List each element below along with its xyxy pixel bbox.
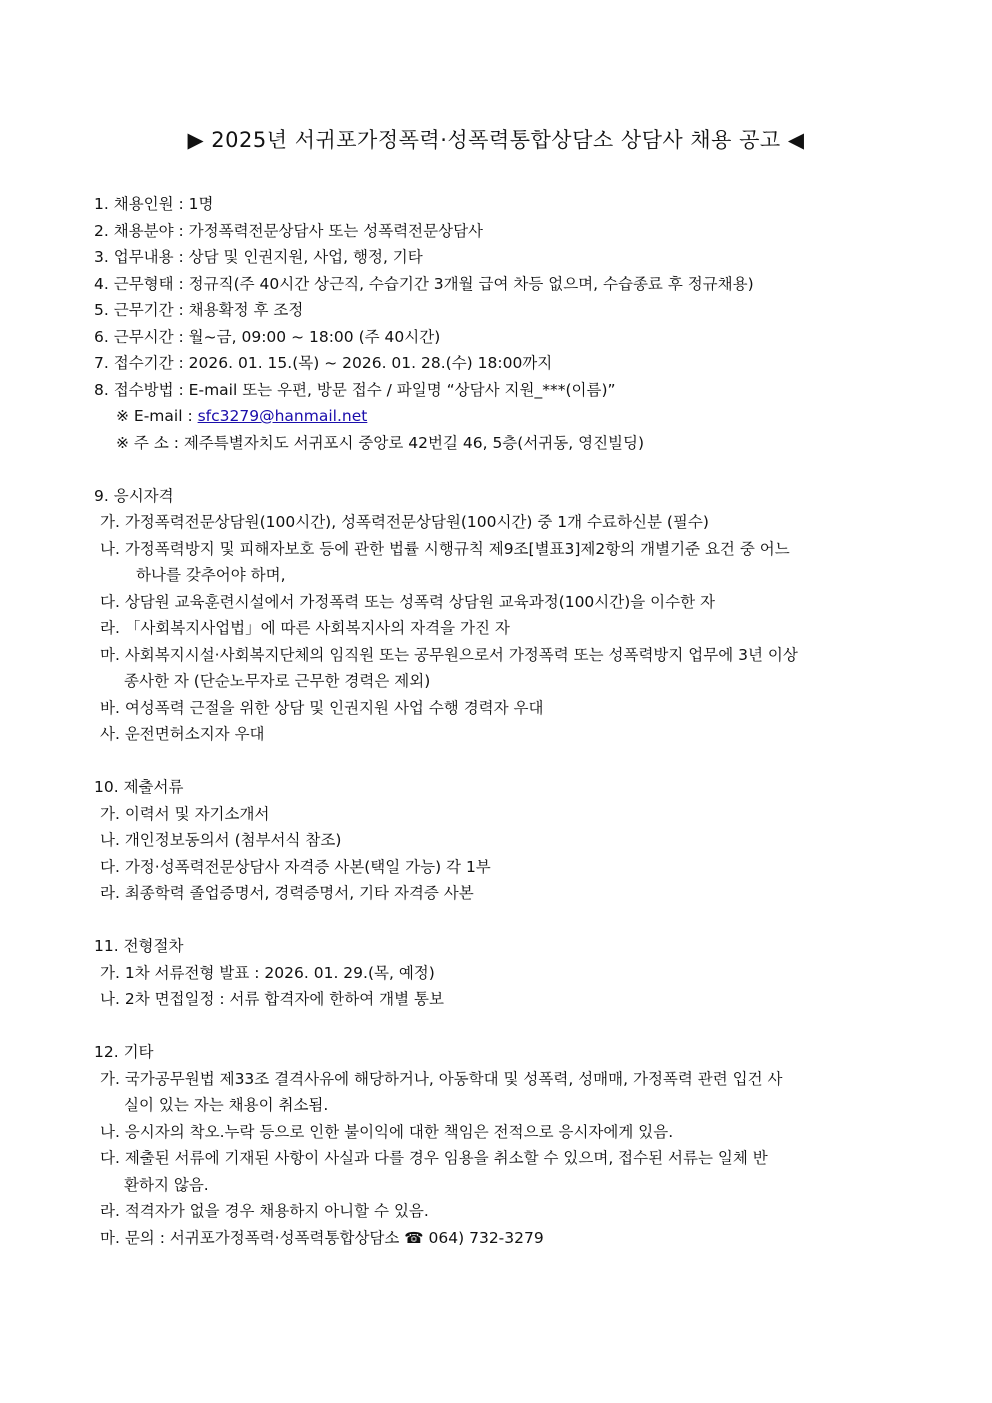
etc-item: 라. 적격자가 없을 경우 채용하지 아니할 수 있음. <box>100 1202 429 1220</box>
qualification-item: 가. 가정폭력전문상담원(100시간), 성폭력전문상담원(100시간) 중 1개 수료하신분 (필수) <box>100 513 709 531</box>
email-line <box>94 403 904 430</box>
item-field: 2. 채용분야 : 가정폭력전문상담사 또는 성폭력전문상담사 <box>94 221 484 240</box>
address-line: ※ 주 소 : 제주특별자치도 서귀포시 중앙로 42번길 46, 5층(서귀동, 영진빌딩) <box>116 433 645 452</box>
page-title: ▶ 2025년 서귀포가정폭력·성폭력통합상담소 상담사 채용 공고 ◀ <box>187 128 805 152</box>
item-application-method: 8. 접수방법 : E-mail 또는 우편, 방문 접수 / 파일명 “상담사 지원_***(이름)” <box>94 380 616 399</box>
section-heading-documents: 10. 제출서류 <box>94 778 184 796</box>
section-heading-etc: 12. 기타 <box>94 1043 154 1061</box>
email-link[interactable]: sfc3279@hanmail.net <box>197 407 368 425</box>
qualification-item: 사. 운전면허소지자 우대 <box>100 725 265 743</box>
etc-item-continued: 실이 있는 자는 채용이 취소됨. <box>124 1096 329 1114</box>
document-item: 나. 개인정보동의서 (첨부서식 참조) <box>100 831 342 849</box>
item-application-period: 7. 접수기간 : 2026. 01. 15.(목) ~ 2026. 01. 28.(수) 18:00까지 <box>94 354 553 372</box>
item-work-period: 5. 근무기간 : 채용확정 후 조정 <box>94 301 304 319</box>
qualification-item: 다. 상담원 교육훈련시설에서 가정폭력 또는 성폭력 상담원 교육과정(100시간)을 이수한 자 <box>100 592 716 611</box>
etc-item: 나. 응시자의 착오.누락 등으로 인한 불이익에 대한 책임은 전적으로 응시자에게 있음. <box>100 1122 674 1141</box>
etc-item-contact: 마. 문의 : 서귀포가정폭력·성폭력통합상담소 ☎ 064) 732-3279 <box>100 1228 544 1247</box>
qualification-item-continued: 하나를 갖추어야 하며, <box>136 566 286 584</box>
document-item: 다. 가정·성폭력전문상담사 자격증 사본(택일 가능) 각 1부 <box>100 857 491 876</box>
etc-item: 다. 제출된 서류에 기재된 사항이 사실과 다를 경우 임용을 취소할 수 있으며, 접수된 서류는 일체 반 <box>100 1149 768 1167</box>
section-heading-qualifications: 9. 응시자격 <box>94 486 174 505</box>
qualification-item: 바. 여성폭력 근절을 위한 상담 및 인권지원 사업 수행 경력자 우대 <box>100 698 544 717</box>
qualification-item-continued: 종사한 자 (단순노무자로 근무한 경력은 제외) <box>124 672 431 690</box>
document-body <box>94 191 904 1251</box>
section-heading-procedure: 11. 전형절차 <box>94 937 184 955</box>
etc-item: 가. 국가공무원법 제33조 결격사유에 해당하거나, 아동학대 및 성폭력, 성매매, 가정폭력 관련 입건 사 <box>100 1069 783 1088</box>
item-employment-type: 4. 근무형태 : 정규직(주 40시간 상근직, 수습기간 3개월 급여 차등 없으며, 수습종료 후 정규채용) <box>94 274 754 293</box>
etc-item-continued: 환하지 않음. <box>124 1175 209 1194</box>
qualification-item: 라. 「사회복지사업법」에 따른 사회복지사의 자격을 가진 자 <box>100 619 510 637</box>
item-duties: 3. 업무내용 : 상담 및 인권지원, 사업, 행정, 기타 <box>94 248 423 266</box>
document-item: 라. 최종학력 졸업증명서, 경력증명서, 기타 자격증 사본 <box>100 884 474 902</box>
document-item: 가. 이력서 및 자기소개서 <box>100 804 270 823</box>
qualification-item: 마. 사회복지시설·사회복지단체의 임직원 또는 공무원으로서 가정폭력 또는 성폭력방지 업무에 3년 이상 <box>100 645 798 664</box>
email-label: ※ E-mail : <box>116 407 198 425</box>
item-recruit-count: 1. 채용인원 : 1명 <box>94 195 214 213</box>
procedure-item: 가. 1차 서류전형 발표 : 2026. 01. 29.(목, 예정) <box>100 963 435 982</box>
qualification-item: 나. 가정폭력방지 및 피해자보호 등에 관한 법률 시행규칙 제9조[별표3]제2항의 개별기준 요건 중 어느 <box>100 539 790 558</box>
item-work-hours: 6. 근무시간 : 월~금, 09:00 ~ 18:00 (주 40시간) <box>94 327 441 346</box>
procedure-item: 나. 2차 면접일정 : 서류 합격자에 한하여 개별 통보 <box>100 990 444 1008</box>
